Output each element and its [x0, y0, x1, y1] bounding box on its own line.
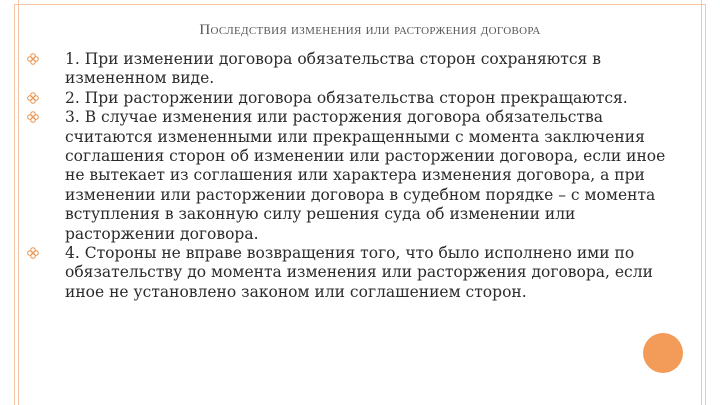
accent-circle	[643, 333, 683, 373]
flower-bullet-icon	[27, 247, 39, 259]
frame-divider-left	[18, 0, 19, 405]
frame-divider-right	[701, 0, 702, 405]
flower-bullet-icon	[27, 92, 39, 104]
flower-bullet-icon	[27, 53, 39, 65]
list-item	[27, 244, 687, 302]
list-item-text: 2. При расторжении договора обязательства сторон прекращаются.	[65, 88, 628, 107]
bullet-list	[27, 50, 687, 302]
list-item	[27, 108, 687, 244]
list-item	[27, 50, 687, 89]
flower-bullet-icon	[27, 111, 39, 123]
list-item-text: 4. Стороны не вправе возвращения того, что было исполнено ими по обязательству до момента изменения или расторжения договора, если иное не установлено законом или соглашением сторон.	[65, 244, 653, 301]
list-item-text: 1. При изменении договора обязательства сторон сохраняются в измененном виде.	[65, 50, 601, 88]
slide-title: Последствия изменения или расторжения договора	[199, 22, 541, 38]
list-item	[27, 89, 687, 108]
list-item-text: 3. В случае изменения или расторжения договора обязательства считаются измененными или прекращенными с момента заключения соглашения сторон об изменении или расторжении договора, если иное не вытекает из соглашения или характера изменения договора, а при изменении или расторжении договора в судебном порядке – с момента вступления в законную силу решения суда об изменении или расторжении договора.	[65, 108, 666, 243]
